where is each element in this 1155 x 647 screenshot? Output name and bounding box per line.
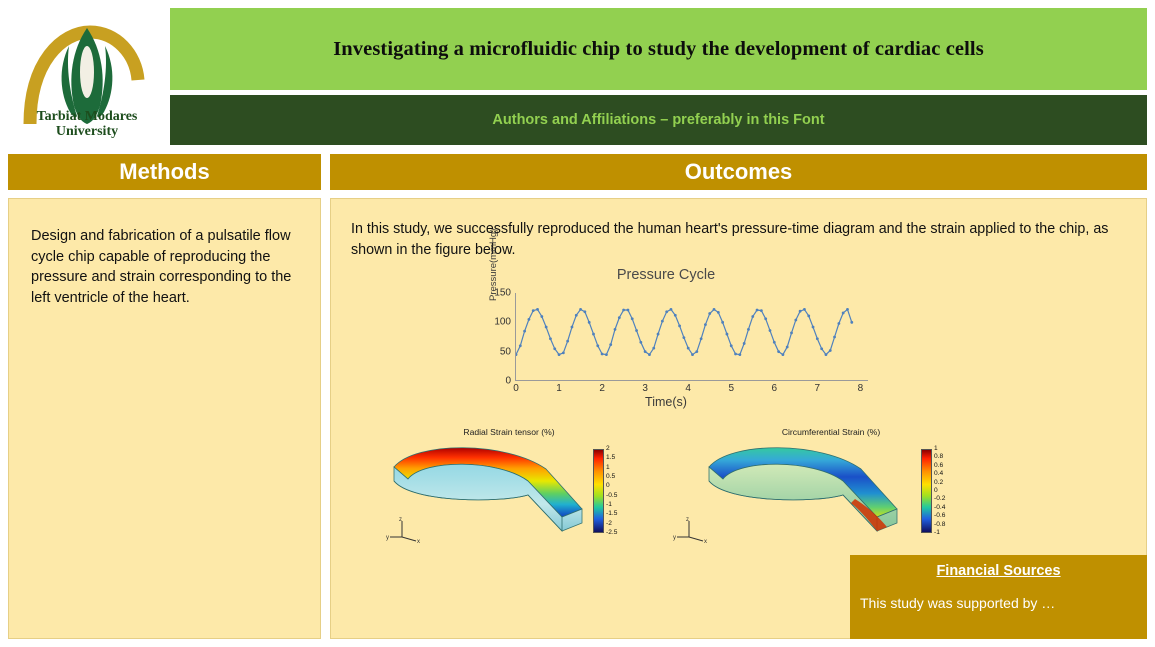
logo-university-name [8, 109, 166, 140]
logo-line-2: University [55, 124, 119, 140]
chart-y-tick: 0 [505, 375, 511, 387]
chart-y-tick: 100 [494, 316, 511, 328]
chart-data-point [528, 318, 531, 321]
circumferential-strain-figure [701, 447, 951, 537]
chart-data-point [730, 344, 733, 347]
chart-data-point [837, 322, 840, 325]
chart-x-tick: 2 [599, 383, 605, 394]
cbar-tick: 0.6 [934, 461, 944, 469]
radial-colorbar-ticks [606, 446, 617, 539]
chart-title: Pressure Cycle [616, 267, 716, 283]
chart-data-point [605, 353, 608, 356]
chart-data-point [825, 353, 828, 356]
cbar-tick: 0.4 [934, 470, 944, 478]
logo-line-1: Tarbiat Modares [36, 108, 138, 124]
poster-title: Investigating a microfluidic chip to study the development of cardiac cells [333, 37, 984, 60]
chart-data-point [764, 317, 767, 320]
cbar-tick: -2 [606, 519, 612, 527]
chart-data-point [532, 309, 535, 312]
chart-data-point [747, 328, 750, 331]
financial-sources-box [850, 555, 1147, 639]
chart-data-point [678, 324, 681, 327]
chart-data-point [782, 353, 785, 356]
cbar-tick: -1 [606, 500, 612, 508]
chart-data-point [799, 310, 802, 313]
chart-series-svg [516, 293, 869, 381]
chart-data-point [777, 350, 780, 353]
chart-x-tick: 6 [771, 383, 778, 394]
chart-data-point [523, 330, 526, 333]
chart-data-point [601, 353, 604, 356]
chart-data-point [734, 353, 737, 356]
chart-x-tick: 4 [685, 383, 691, 394]
chart-data-point [652, 347, 655, 350]
circumferential-strain-caption: Circumferential Strain (%) [781, 427, 881, 437]
chart-data-point [519, 344, 522, 347]
chart-data-point [592, 333, 595, 336]
chart-x-tick: 5 [728, 383, 735, 394]
methods-body-text: Design and fabrication of a pulsatile flow cycle chip capable of reproducing the pressure and strain corresponding to the left ventricle of the heart. [31, 228, 292, 306]
chart-data-point [622, 309, 625, 312]
chart-data-point [743, 342, 746, 345]
chart-data-point [726, 333, 729, 336]
chart-data-point [648, 353, 651, 356]
chart-data-point [674, 314, 677, 317]
chart-data-point [635, 329, 638, 332]
chart-x-tick: 8 [857, 383, 864, 394]
circumferential-axis-triad [673, 517, 713, 545]
cbar-tick: 0.2 [934, 478, 944, 486]
svg-text:z: z [686, 517, 689, 523]
chart-data-point [812, 326, 815, 329]
chart-data-point [566, 340, 569, 343]
chart-data-point [682, 336, 685, 339]
chart-line-path [516, 309, 852, 354]
chart-data-point [614, 328, 617, 331]
chart-data-point [536, 308, 539, 311]
cbar-tick: 0.5 [606, 472, 616, 480]
chart-data-point [618, 316, 621, 319]
chart-data-point [751, 315, 754, 318]
chart-data-point [820, 347, 823, 350]
chart-data-point [713, 308, 716, 311]
outcomes-section-header [330, 154, 1147, 190]
chart-data-point [545, 326, 548, 329]
chart-data-point [575, 314, 578, 317]
cbar-tick: 1 [606, 463, 610, 471]
chart-data-point [596, 344, 599, 347]
chart-data-point [829, 349, 832, 352]
chart-data-point [700, 337, 703, 340]
methods-section-header [8, 154, 321, 190]
chart-data-point [773, 341, 776, 344]
svg-text:y: y [673, 535, 676, 541]
chart-data-point [665, 310, 668, 313]
chart-data-point [708, 312, 711, 315]
circumferential-colorbar-ticks [934, 446, 945, 538]
cbar-tick: -0.8 [934, 520, 946, 528]
authors-affiliations-bar [170, 95, 1147, 145]
chart-data-point [756, 309, 759, 312]
chart-data-point [769, 329, 772, 332]
methods-panel [8, 198, 321, 639]
cbar-tick: -1.5 [606, 510, 618, 518]
circumferential-colorbar-gradient [921, 449, 932, 533]
poster-title-bar [170, 8, 1147, 90]
chart-data-point [807, 314, 810, 317]
chart-data-point [846, 308, 849, 311]
svg-text:y: y [386, 535, 389, 541]
financial-sources-text: This study was supported by … [860, 595, 1056, 611]
chart-data-point [803, 308, 806, 311]
chart-x-tick: 0 [513, 383, 519, 394]
chart-data-point [583, 310, 586, 313]
chart-data-point [687, 347, 690, 350]
chart-x-axis-label: Time(s) [645, 395, 687, 409]
chart-data-point [794, 319, 797, 322]
cbar-tick: 1 [934, 445, 938, 452]
chart-x-tick: 1 [556, 383, 562, 394]
methods-heading-text: Methods [119, 159, 210, 184]
chart-y-axis-label: Pressure(mmHg) [488, 228, 499, 301]
chart-data-point [850, 321, 853, 324]
chart-y-tick: 150 [494, 287, 511, 299]
chart-data-point [833, 336, 836, 339]
university-logo [8, 6, 166, 146]
outcomes-heading-text: Outcomes [684, 159, 793, 184]
authors-affiliations-text: Authors and Affiliations – preferably in this Font [492, 112, 825, 128]
chart-data-point [579, 308, 582, 311]
chart-data-point [691, 353, 694, 356]
cbar-tick: -0.6 [934, 512, 946, 520]
chart-data-point [816, 337, 819, 340]
radial-axis-triad [386, 517, 426, 545]
chart-data-point [661, 320, 664, 323]
chart-data-point [588, 321, 591, 324]
chart-data-point [721, 321, 724, 324]
financial-sources-heading: Financial Sources [936, 563, 1061, 579]
chart-data-point [738, 353, 741, 356]
chart-data-point [842, 312, 845, 315]
chart-data-point [627, 309, 630, 312]
cbar-tick: 2 [606, 445, 610, 452]
chart-data-point [695, 350, 698, 353]
chart-data-point [562, 351, 565, 354]
cbar-tick: -1 [934, 528, 940, 536]
cbar-tick: -2.5 [606, 528, 618, 536]
chart-data-point [717, 311, 720, 314]
chart-data-point [540, 315, 543, 318]
chart-data-point [704, 323, 707, 326]
svg-text:x: x [417, 539, 420, 543]
svg-text:z: z [399, 517, 402, 523]
chart-y-tick: 50 [499, 346, 511, 358]
svg-text:x: x [704, 539, 707, 543]
chart-data-point [760, 309, 763, 312]
outcomes-intro-text: In this study, we successfully reproduced the human heart's pressure-time diagram and the strain applied to the chip, as shown in the figure below. [351, 221, 1109, 258]
chart-data-point [558, 353, 561, 356]
cbar-tick: 0.8 [934, 453, 944, 461]
radial-strain-caption: Radial Strain tensor (%) [463, 427, 555, 437]
chart-data-point [657, 333, 660, 336]
chart-data-point [670, 308, 673, 311]
chart-data-point [571, 326, 574, 329]
chart-data-point [553, 347, 556, 350]
chart-data-point [609, 343, 612, 346]
radial-colorbar-gradient [593, 449, 604, 533]
chart-data-point [786, 346, 789, 349]
cbar-tick: 0 [934, 486, 938, 494]
chart-x-tick: 7 [814, 383, 821, 394]
cbar-tick: -0.2 [934, 495, 946, 503]
chart-data-point [790, 331, 793, 334]
cbar-tick: -0.5 [606, 491, 618, 499]
pressure-cycle-chart [451, 228, 881, 422]
cbar-tick: -0.4 [934, 503, 946, 511]
chart-x-tick: 3 [642, 383, 648, 394]
chart-data-point [644, 350, 647, 353]
chart-data-point [639, 341, 642, 344]
chart-data-point [631, 317, 634, 320]
cbar-tick: 1.5 [606, 454, 616, 462]
chart-data-point [549, 337, 552, 340]
cbar-tick: 0 [606, 482, 610, 490]
chart-data-point [516, 353, 517, 356]
